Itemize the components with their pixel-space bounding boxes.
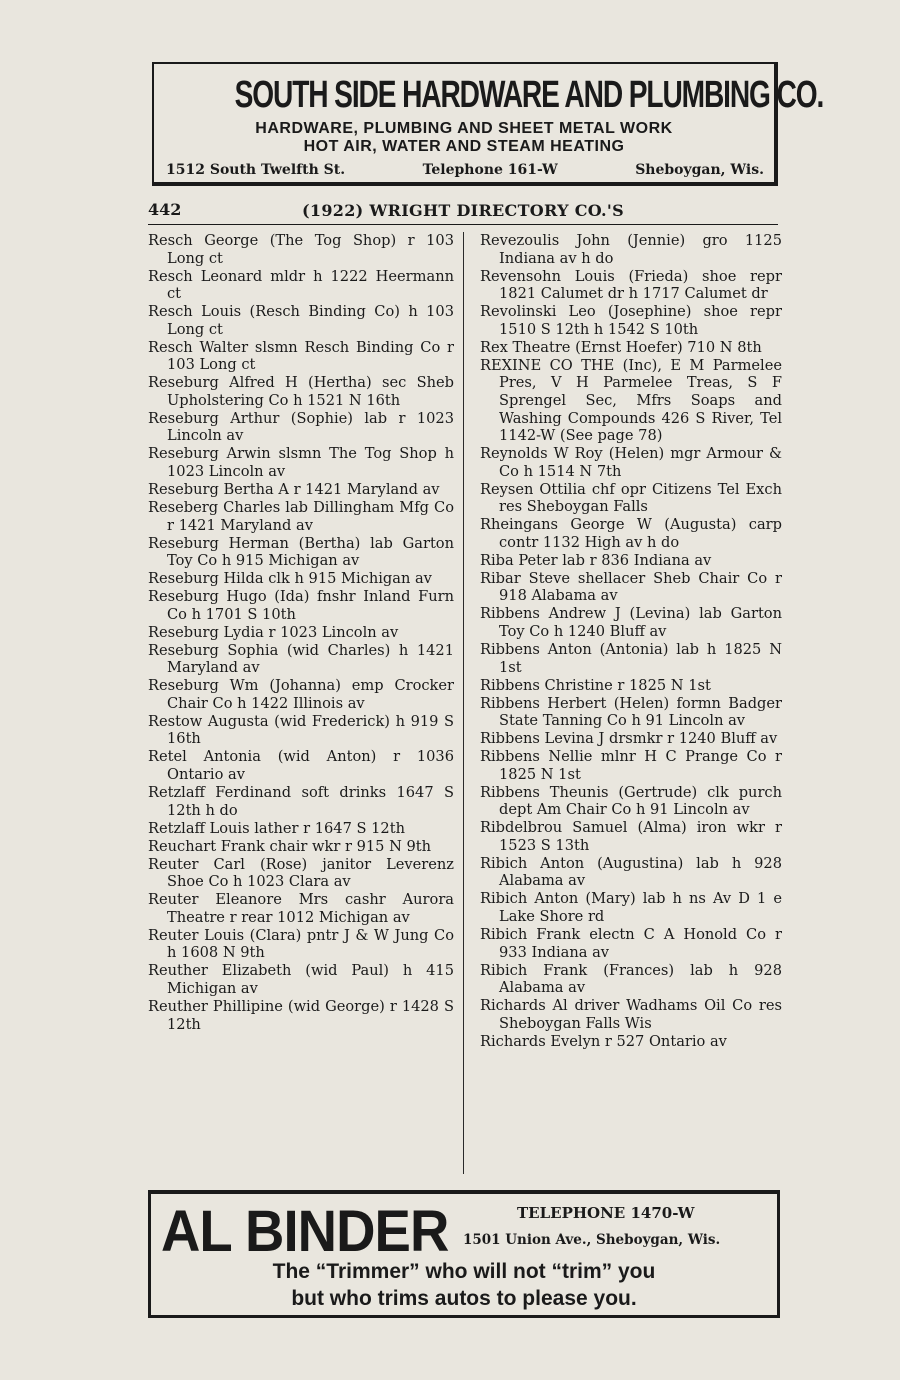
ad-slogan-line-1: The “Trimmer” who will not “trim” you (272, 1260, 656, 1283)
directory-entry: Reuther Elizabeth (wid Paul) h 415 Michigan av (148, 962, 454, 997)
directory-entry: Ribbens Levina J drsmkr r 1240 Bluff av (480, 730, 778, 748)
directory-entry: Riba Peter lab r 836 Indiana av (480, 551, 712, 569)
directory-entry: Richards Evelyn r 527 Ontario av (480, 1032, 727, 1050)
directory-entry: Retzlaff Louis lather r 1647 S 12th (148, 819, 405, 837)
directory-entry: Reuchart Frank chair wkr r 915 N 9th (148, 837, 432, 855)
ad-city: Sheboygan, Wis. (635, 162, 764, 178)
directory-entry: Revolinski Leo (Josephine) shoe repr 1510 S 12th h 1542 S 10th (480, 303, 782, 338)
directory-entry: Ribich Frank electn C A Honold Co r 933 Indiana av (480, 925, 782, 961)
page-title: (1922) WRIGHT DIRECTORY CO.'S (302, 201, 624, 220)
directory-entry: Reuther Phillipine (wid George) r 1428 S 12th (148, 997, 454, 1033)
directory-entry: Resch Walter slsmn Resch Binding Co r 103 Long ct (148, 338, 454, 374)
directory-entry: Reseburg Herman (Bertha) lab Garton Toy Co h 915 Michigan av (148, 534, 454, 570)
directory-entry: Reseburg Arwin slsmn The Tog Shop h 1023 Lincoln av (148, 445, 454, 481)
directory-entry: Resch Leonard mldr h 1222 Heermann ct (148, 267, 454, 303)
advertisement-al-binder (148, 1190, 780, 1318)
directory-entry: Reynolds W Roy (Helen) mgr Armour & Co h 1514 N 7th (480, 445, 782, 480)
directory-entry: Ribbens Andrew J (Levina) lab Garton Toy Co h 1240 Bluff av (480, 605, 782, 640)
ad-slogan-line-2: but who trims autos to please you. (291, 1287, 637, 1310)
directory-entry: Reseburg Arthur (Sophie) lab r 1023 Lincoln av (148, 409, 454, 445)
directory-entry: Ribar Steve shellacer Sheb Chair Co r 918 Alabama av (480, 569, 782, 605)
ad-services-line-2: HOT AIR, WATER AND STEAM HEATING (303, 138, 625, 155)
directory-entry: Reseburg Sophia (wid Charles) h 1421 Maryland av (148, 641, 454, 677)
directory-entry: Ribbens Herbert (Helen) formn Badger State Tanning Co h 91 Lincoln av (480, 694, 782, 730)
directory-entry: Ribich Anton (Augustina) lab h 928 Alabama av (480, 854, 782, 890)
left-column (148, 232, 454, 1033)
directory-entry: Restow Augusta (wid Frederick) h 919 S 16th (148, 712, 454, 748)
directory-entry: Richards Al driver Wadhams Oil Co res Sheboygan Falls Wis (480, 997, 782, 1032)
directory-entry: Revezoulis John (Jennie) gro 1125 Indiana av h do (480, 232, 782, 267)
directory-entry: Reuter Louis (Clara) pntr J & W Jung Co h 1608 N 9th (148, 926, 454, 962)
ad-business-name: AL BINDER (161, 1199, 449, 1264)
directory-entry: REXINE CO THE (Inc), E M Parmelee Pres, V H Parmelee Treas, S F Sprengel Sec, Mfrs Soaps and Washing Compounds 426 S River, Tel 1142-W (See page 78) (480, 356, 782, 445)
directory-entry: Ribich Anton (Mary) lab h ns Av D 1 e Lake Shore rd (480, 890, 782, 925)
directory-entry: Reseburg Hilda clk h 915 Michigan av (148, 570, 432, 588)
directory-entry: Reseberg Charles lab Dillingham Mfg Co r 1421 Maryland av (148, 499, 454, 534)
ad-title: SOUTH SIDE HARDWARE AND PLUMBING CO. (234, 74, 824, 116)
ad-services-line-1: HARDWARE, PLUMBING AND SHEET METAL WORK (255, 120, 673, 137)
directory-entry: Ribbens Christine r 1825 N 1st (480, 676, 711, 694)
ad-address: 1501 Union Ave., Sheboygan, Wis. (463, 1232, 721, 1248)
directory-entry: Reysen Ottilia chf opr Citizens Tel Exch res Sheboygan Falls (480, 480, 782, 516)
ad-contact-row (166, 162, 764, 178)
ad-address: 1512 South Twelfth St. (166, 162, 346, 178)
ad-telephone: Telephone 161-W (422, 162, 558, 178)
directory-entry: Reuter Eleanore Mrs cashr Aurora Theatre r rear 1012 Michigan av (148, 891, 454, 926)
directory-entry: Resch Louis (Resch Binding Co) h 103 Long ct (148, 303, 454, 338)
directory-entry: Ribbens Anton (Antonia) lab h 1825 N 1st (480, 640, 782, 676)
directory-entry: Resch George (The Tog Shop) r 103 Long ct (148, 232, 454, 267)
directory-entry: Ribbens Nellie mlnr H C Prange Co r 1825 N 1st (480, 748, 782, 783)
directory-entry: Reseburg Wm (Johanna) emp Crocker Chair Co h 1422 Illinois av (148, 677, 454, 712)
directory-entry: Reseburg Lydia r 1023 Lincoln av (148, 623, 399, 641)
directory-entry: Retzlaff Ferdinand soft drinks 1647 S 12th h do (148, 784, 454, 819)
advertisement-south-side-hardware (152, 62, 824, 186)
directory-entry: Revensohn Louis (Frieda) shoe repr 1821 Calumet dr h 1717 Calumet dr (480, 267, 782, 303)
column-divider (463, 232, 464, 1174)
directory-entry: Ribich Frank (Frances) lab h 928 Alabama av (480, 961, 782, 997)
directory-entry: Reseburg Hugo (Ida) fnshr Inland Furn Co h 1701 S 10th (148, 588, 454, 623)
directory-entry: Reuter Carl (Rose) janitor Leverenz Shoe Co h 1023 Clara av (148, 855, 454, 891)
right-column (480, 232, 782, 1051)
page-header (148, 198, 778, 225)
directory-entry: Retel Antonia (wid Anton) r 1036 Ontario av (148, 748, 454, 784)
directory-entry: Rheingans George W (Augusta) carp contr 1132 High av h do (480, 516, 782, 551)
ad-telephone: TELEPHONE 1470-W (517, 1204, 695, 1222)
directory-entry: Rex Theatre (Ernst Hoefer) 710 N 8th (480, 338, 762, 356)
directory-entry: Reseburg Bertha A r 1421 Maryland av (148, 481, 440, 499)
directory-entry: Ribbens Theunis (Gertrude) clk purch dept Am Chair Co h 91 Lincoln av (480, 783, 782, 819)
directory-entry: Reseburg Alfred H (Hertha) sec Sheb Upholstering Co h 1521 N 16th (148, 374, 454, 409)
directory-entry: Ribdelbrou Samuel (Alma) iron wkr r 1523 S 13th (480, 819, 782, 854)
page-number: 442 (148, 200, 182, 219)
